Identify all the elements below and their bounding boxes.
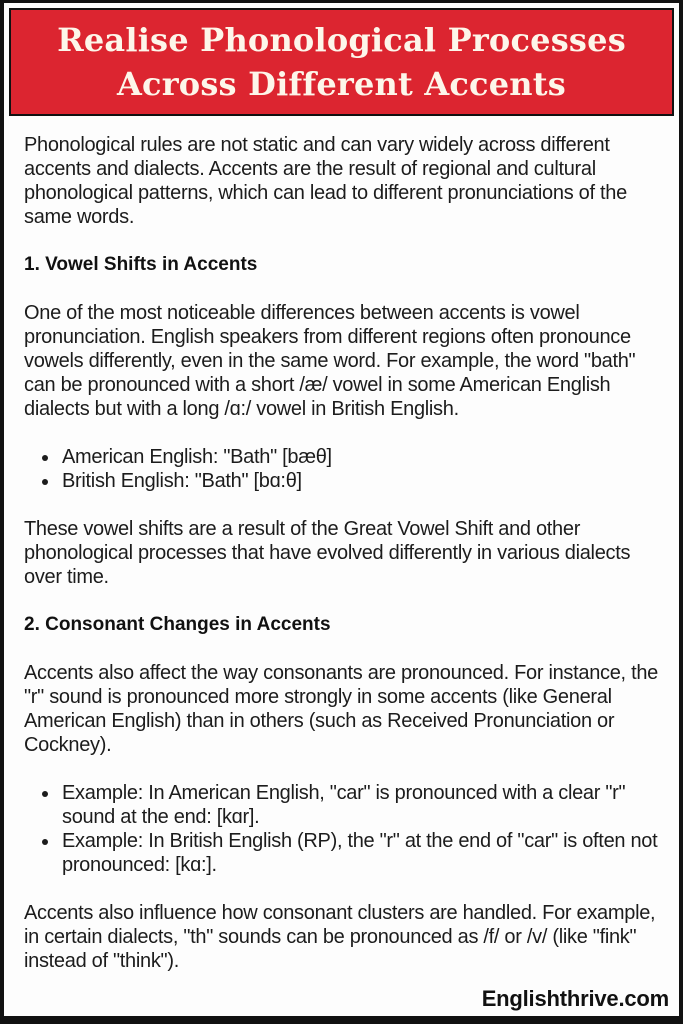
list-item-text: American English: "Bath" [bæθ] — [62, 446, 332, 468]
bullet-list — [24, 781, 664, 877]
list-item — [24, 781, 664, 829]
list-item — [24, 829, 664, 877]
list-item-text: Example: In American English, "car" is pronounced with a clear "r" sound at the end: [kɑr]. — [62, 782, 626, 828]
section-heading: 2. Consonant Changes in Accents — [24, 614, 331, 635]
section-vowel-shifts — [24, 253, 664, 589]
section-heading: 1. Vowel Shifts in Accents — [24, 254, 258, 275]
bullet-icon — [42, 791, 48, 797]
brand-watermark: Englishthrive.com — [481, 986, 669, 1011]
page-title-line-2: Across Different Accents — [117, 65, 566, 103]
list-item — [24, 469, 664, 493]
intro-paragraph: Phonological rules are not static and can vary widely across different accents and dialects. Accents are the result of regional and cultural phonological patterns, which can lead to different pronunciations of the same words. — [24, 134, 627, 228]
list-item-text: Example: In British English (RP), the "r" at the end of "car" is often not pronounced: [kɑ:]. — [62, 830, 658, 876]
section-paragraph: Accents also affect the way consonants are pronounced. For instance, the "r" sound is pronounced more strongly in some accents (like General American English) than in others (such as Received Pronunciation or Cockney). — [24, 662, 658, 756]
section-paragraph: One of the most noticeable differences between accents is vowel pronunciation. English speakers from different regions often pronounce vowels differently, even in the same word. For example, the word "bath" can be pronounced with a short /æ/ vowel in some American English dialects but with a long /ɑ:/ vowel in British English. — [24, 302, 636, 420]
section-consonant-changes — [24, 613, 664, 973]
bullet-icon — [42, 479, 48, 485]
section-closing-paragraph: These vowel shifts are a result of the Great Vowel Shift and other phonological processes that have evolved differently in various dialects over time. — [24, 518, 631, 588]
list-item-text: British English: "Bath" [bɑ:θ] — [62, 470, 302, 492]
bullet-list — [24, 445, 664, 493]
list-item — [24, 445, 664, 469]
bullet-icon — [42, 839, 48, 845]
article-body — [24, 133, 664, 997]
page-title-line-1: Realise Phonological Processes — [57, 21, 626, 59]
title-banner — [9, 8, 674, 116]
section-closing-paragraph: Accents also influence how consonant clusters are handled. For example, in certain dialects, "th" sounds can be pronounced as /f/ or /v/ (like "fink" instead of "think"). — [24, 902, 656, 972]
bullet-icon — [42, 455, 48, 461]
